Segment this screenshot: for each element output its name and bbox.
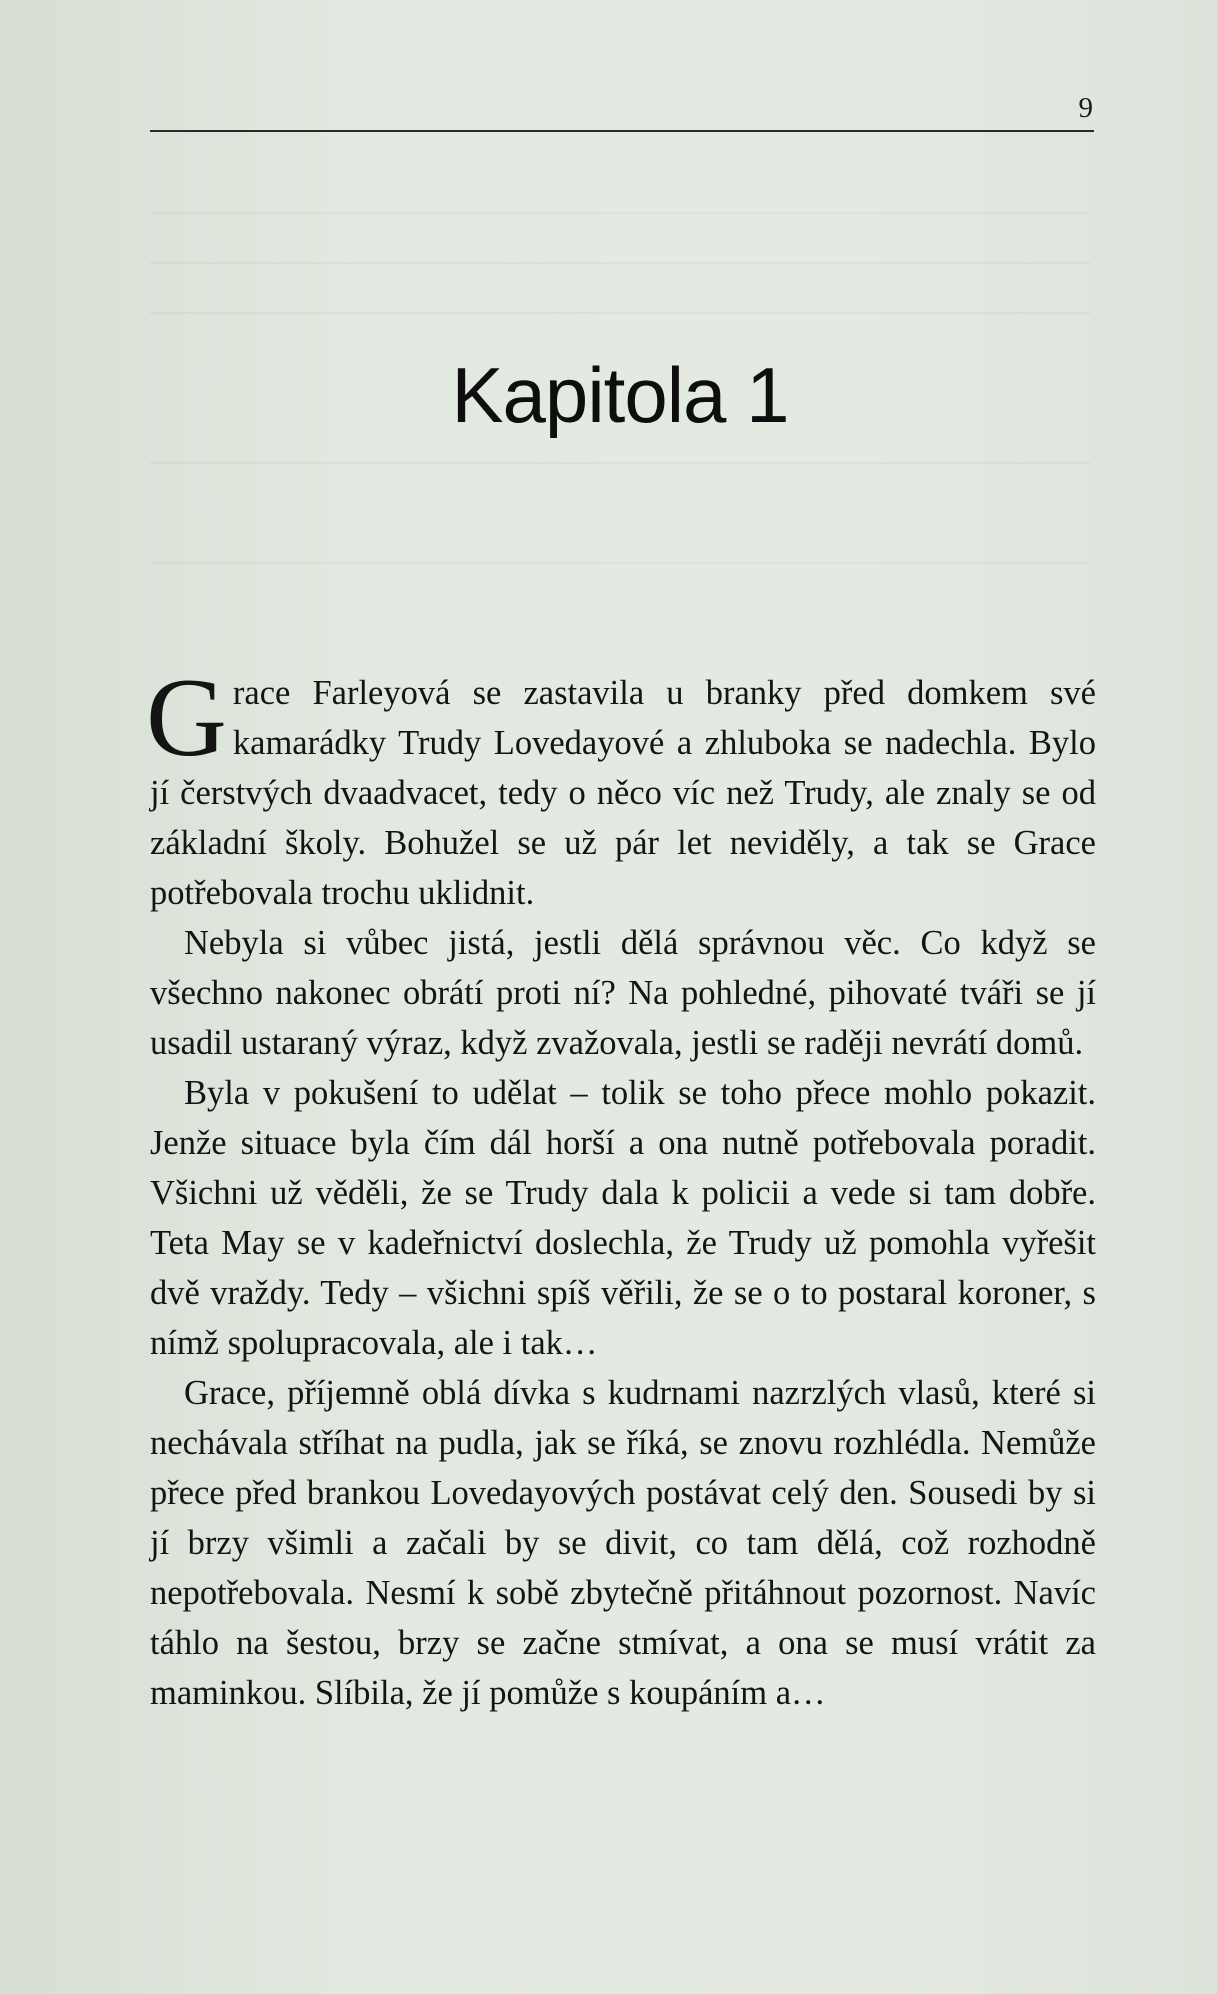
show-through-line — [150, 562, 1090, 564]
paragraph-1 — [146, 656, 1096, 918]
show-through-line — [150, 212, 1090, 214]
show-through-line — [150, 262, 1090, 264]
paragraph-text: race Farleyová se zastavila u branky před domkem své kamarádky Trudy Lovedayové a zhluboka se nadechla. Bylo jí čerstvých dvaadvacet, tedy o něco víc než Trudy, ale znaly se od základní školy. Bohužel se už pár let neviděly, a tak se Grace potřebovala trochu uklidnit. — [150, 674, 1096, 912]
paragraph-2: Nebyla si vůbec jistá, jestli dělá správnou věc. Co když se všechno nakonec obrátí proti ní? Na pohledné, pihovaté tváři se jí usadil ustaraný výraz, když zvažovala, jestli se raději nevrátí domů. — [150, 924, 1096, 1062]
header-rule — [150, 130, 1094, 132]
drop-cap: G — [146, 656, 227, 780]
show-through-line — [150, 312, 1090, 314]
chapter-body — [146, 656, 1096, 1718]
paragraph-4: Grace, příjemně oblá dívka s kudrnami nazrzlých vlasů, které si nechávala stříhat na pudla, jak se říká, se znovu rozhlédla. Nemůže přece před brankou Lovedayových postávat celý den. Sousedi by si jí brzy všimli a začali by se divit, co tam dělá, což rozhodně nepotřebovala. Nesmí k sobě zbytečně přitáhnout pozornost. Navíc táhlo na šestou, brzy se začne stmívat, a ona se musí vrátit za maminkou. Slíbila, že jí pomůže s koupáním a… — [150, 1374, 1096, 1712]
show-through-line — [150, 462, 1090, 464]
paragraph-3: Byla v pokušení to udělat – tolik se toho přece mohlo pokazit. Jenže situace byla čím dál horší a ona nutně potřebovala poradit. Všichni už věděli, že se Trudy dala k policii a vede si tam dobře. Teta May se v kadeřnictví doslechla, že Trudy už pomohla vyřešit dvě vraždy. Tedy – všichni spíš věřili, že se o to postaral koroner, s nímž spolupracovala, ale i tak… — [150, 1074, 1096, 1362]
page-number: 9 — [1078, 92, 1093, 124]
chapter-title: Kapitola 1 — [451, 351, 789, 439]
